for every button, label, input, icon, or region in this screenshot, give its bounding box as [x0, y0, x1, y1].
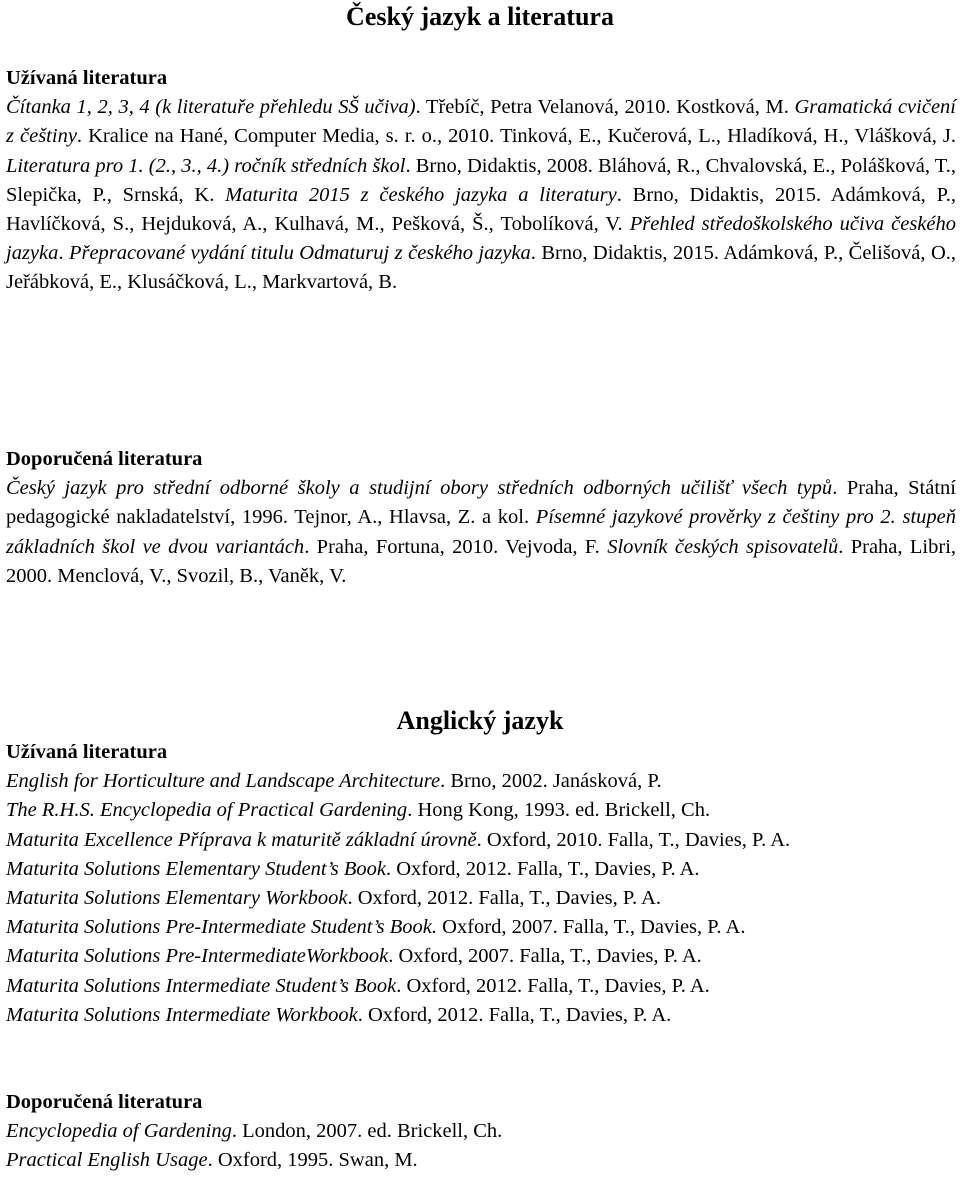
- english-recommended-literature: [6, 1088, 956, 1176]
- list-item: [6, 826, 956, 855]
- list-item: [6, 913, 956, 942]
- entry-title: Gramatická cvičení z češtiny: [6, 96, 956, 148]
- entry-rest: . Brno, Didaktis, 2015. Adámková, P., Havlíčková, S., Hejduková, A., Kulhavá, M., Pešková, Š., Tobolíková, V.: [6, 183, 956, 236]
- entry-title: Practical English Usage: [6, 1149, 208, 1172]
- entry-title: Slovník českých spisovatelů: [607, 535, 839, 558]
- english-used-heading: Užívaná literatura: [6, 741, 168, 763]
- entry-rest: . Praha, Libri, 2000. Menclová, V., Svozil, B., Vaněk, V.: [6, 535, 957, 587]
- czech-recommended-text: [6, 474, 956, 591]
- english-used-literature: [6, 738, 956, 1030]
- section-title-english: Anglický jazyk: [396, 706, 564, 735]
- entry-title: Přehled středoškolského učiva českého jazyka: [6, 213, 957, 265]
- entry-title: Maturita Excellence Příprava k maturitě základní úrovně: [6, 828, 477, 851]
- entry-title: Maturita Solutions Pre-IntermediateWorkbook: [6, 945, 389, 968]
- english-recommended-heading: Doporučená literatura: [6, 1091, 203, 1113]
- entry-title: The R.H.S. Encyclopedia of Practical Gardening: [6, 799, 408, 822]
- list-item: [6, 855, 956, 884]
- list-item: [6, 942, 956, 971]
- entry-rest: . Třebíč, Petra Velanová, 2010. Kostková, M.: [415, 96, 789, 119]
- entry-rest: . Oxford, 2012. Falla, T., Davies, P. A.: [347, 887, 662, 910]
- entry-title: Maturita Solutions Pre-Intermediate Student’s Book.: [6, 916, 438, 939]
- entry-rest: . Brno, 2002. Janásková, P.: [440, 770, 662, 793]
- list-item: [6, 1001, 956, 1030]
- entry-rest: . Praha, Fortuna, 2010. Vejvoda, F.: [304, 535, 600, 558]
- entry-title: Přepracované vydání titulu Odmaturuj z českého jazyka: [68, 242, 531, 265]
- entry-rest: . Praha, Státní pedagogické nakladatelství, 1996. Tejnor, A., Hlavsa, Z. a kol.: [6, 477, 956, 529]
- entry-rest: . Hong Kong, 1993. ed. Brickell, Ch.: [407, 799, 711, 822]
- entry-title: Maturita Solutions Intermediate Workbook: [6, 1003, 358, 1026]
- entry-rest: . Oxford, 2007. Falla, T., Davies, P. A.: [388, 945, 702, 968]
- entry-rest: . London, 2007. ed. Brickell, Ch.: [231, 1120, 503, 1143]
- entry-title: Čítanka 1, 2, 3, 4 (k literatuře přehledu SŠ učiva): [6, 96, 416, 119]
- list-item: [6, 767, 956, 796]
- czech-recommended-literature: [6, 445, 956, 591]
- section-title-czech: Český jazyk a literatura: [346, 2, 614, 31]
- list-item: [6, 1146, 956, 1175]
- czech-used-text: [6, 93, 956, 297]
- entry-rest: . Oxford, 2012. Falla, T., Davies, P. A.: [396, 974, 710, 997]
- entry-rest: . Brno, Didaktis, 2015. Adámková, P., Čelišová, O., Jeřábková, E., Klusáčková, L., Markvartová, B.: [6, 242, 957, 294]
- entry-rest: . Kralice na Hané, Computer Media, s. r. o., 2010. Tinková, E., Kučerová, L., Hladíková, H., Vlášková, J.: [76, 125, 956, 148]
- entry-title: Maturita 2015 z českého jazyka a literatury: [225, 183, 617, 206]
- list-item: [6, 1117, 956, 1146]
- entry-rest: .: [58, 242, 69, 265]
- entry-title: Písemné jazykové prověrky z češtiny pro 2. stupeň základních škol ve dvou variantách: [6, 506, 956, 558]
- entry-rest: . Oxford, 2012. Falla, T., Davies, P. A.: [357, 1003, 672, 1026]
- entry-title: Maturita Solutions Elementary Student’s Book: [6, 857, 386, 880]
- entry-title: Encyclopedia of Gardening: [6, 1120, 232, 1143]
- list-item: [6, 796, 956, 825]
- entry-title: English for Horticulture and Landscape Architecture: [6, 770, 441, 793]
- entry-rest: . Oxford, 2012. Falla, T., Davies, P. A.: [385, 857, 700, 880]
- list-item: [6, 972, 956, 1001]
- entry-rest: . Oxford, 2010. Falla, T., Davies, P. A.: [476, 828, 791, 851]
- entry-rest: . Brno, Didaktis, 2008. Bláhová, R., Chvalovská, E., Polášková, T., Slepička, P., Srnská, K.: [6, 154, 956, 206]
- entry-title: Český jazyk pro střední odborné školy a studijní obory středních odborných učilišť všech typů: [6, 477, 833, 500]
- entry-title: Maturita Solutions Elementary Workbook: [6, 887, 348, 910]
- czech-used-literature: [6, 64, 956, 298]
- list-item: [6, 884, 956, 913]
- czech-used-heading: Užívaná literatura: [6, 67, 168, 89]
- entry-rest: Oxford, 2007. Falla, T., Davies, P. A.: [437, 916, 746, 939]
- entry-title: Maturita Solutions Intermediate Student’s Book: [6, 974, 397, 997]
- entry-rest: . Oxford, 1995. Swan, M.: [207, 1149, 418, 1172]
- czech-recommended-heading: Doporučená literatura: [6, 448, 203, 470]
- entry-title: Literatura pro 1. (2., 3., 4.) ročník středních škol: [6, 154, 406, 177]
